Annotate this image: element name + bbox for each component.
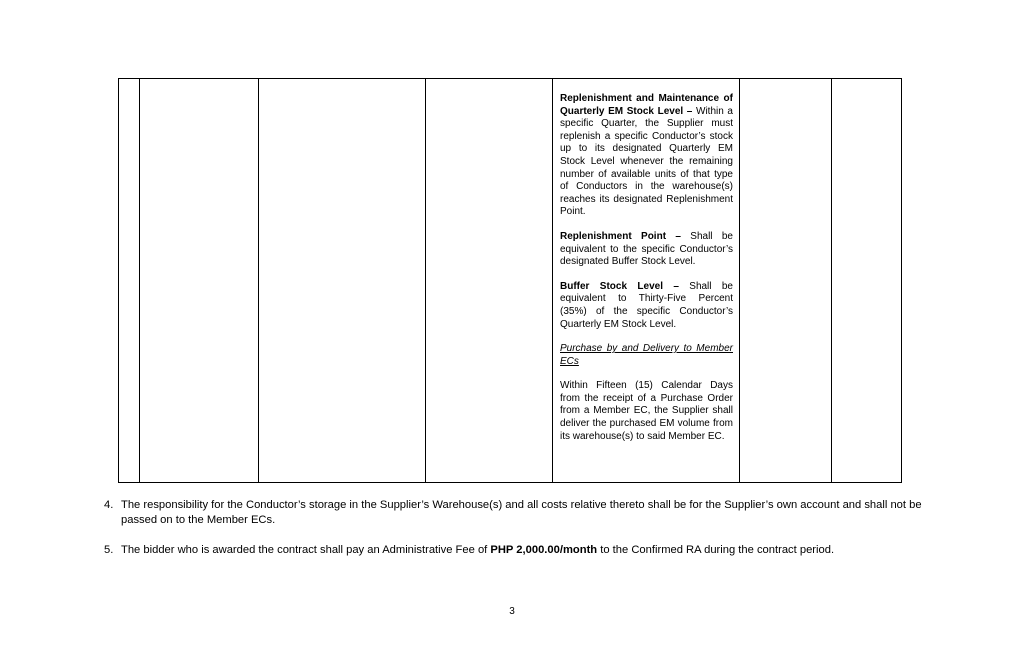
numbered-list xyxy=(104,498,954,573)
specification-table xyxy=(118,78,902,483)
table-column-divider xyxy=(552,79,553,482)
table-column-divider xyxy=(831,79,832,482)
administrative-fee-amount: PHP 2,000.00/month xyxy=(490,544,598,556)
list-item xyxy=(104,498,954,528)
subheading-purchase-delivery: Purchase by and Delivery to Member ECs xyxy=(560,343,733,367)
list-item-text: The bidder who is awarded the contract shall pay an Administrative Fee of PHP 2,000.00/month to the Confirmed RA during the contract period. xyxy=(121,544,835,556)
list-item-text: The responsibility for the Conductor’s storage in the Supplier’s Warehouse(s) and all costs relative thereto shall be for the Supplier’s own account and shall not be passed on to the Member ECs. xyxy=(121,499,922,526)
list-item-number: 5. xyxy=(104,544,114,556)
table-column-divider xyxy=(139,79,140,482)
paragraph-buffer-stock-level: Buffer Stock Level – Shall be equivalent to Thirty-Five Percent (35%) of the specific Conductor’s Quarterly EM Stock Level. xyxy=(560,280,733,330)
list-item-number: 4. xyxy=(104,499,114,511)
page-number: 3 xyxy=(509,606,515,617)
table-column-divider xyxy=(425,79,426,482)
list-item xyxy=(104,543,954,558)
paragraph-replenishment-maintenance: Replenishment and Maintenance of Quarterly EM Stock Level – Within a specific Quarter, the Supplier must replenish a specific Conductor’s stock up to its designated Quarterly EM Stock Level whenever the remaining number of available units of that type of Conductors in the warehouse(s) reaches its designated Replenishment Point. xyxy=(560,93,733,218)
paragraph-replenishment-point: Replenishment Point – Shall be equivalent to the specific Conductor’s designated Buffer Stock Level. xyxy=(560,230,733,268)
table-column-divider xyxy=(258,79,259,482)
table-column-divider xyxy=(739,79,740,482)
requirements-cell xyxy=(560,93,733,443)
paragraph-delivery-timeline: Within Fifteen (15) Calendar Days from the receipt of a Purchase Order from a Member EC, the Supplier shall deliver the purchased EM volume from its warehouse(s) to said Member EC. xyxy=(560,380,733,442)
